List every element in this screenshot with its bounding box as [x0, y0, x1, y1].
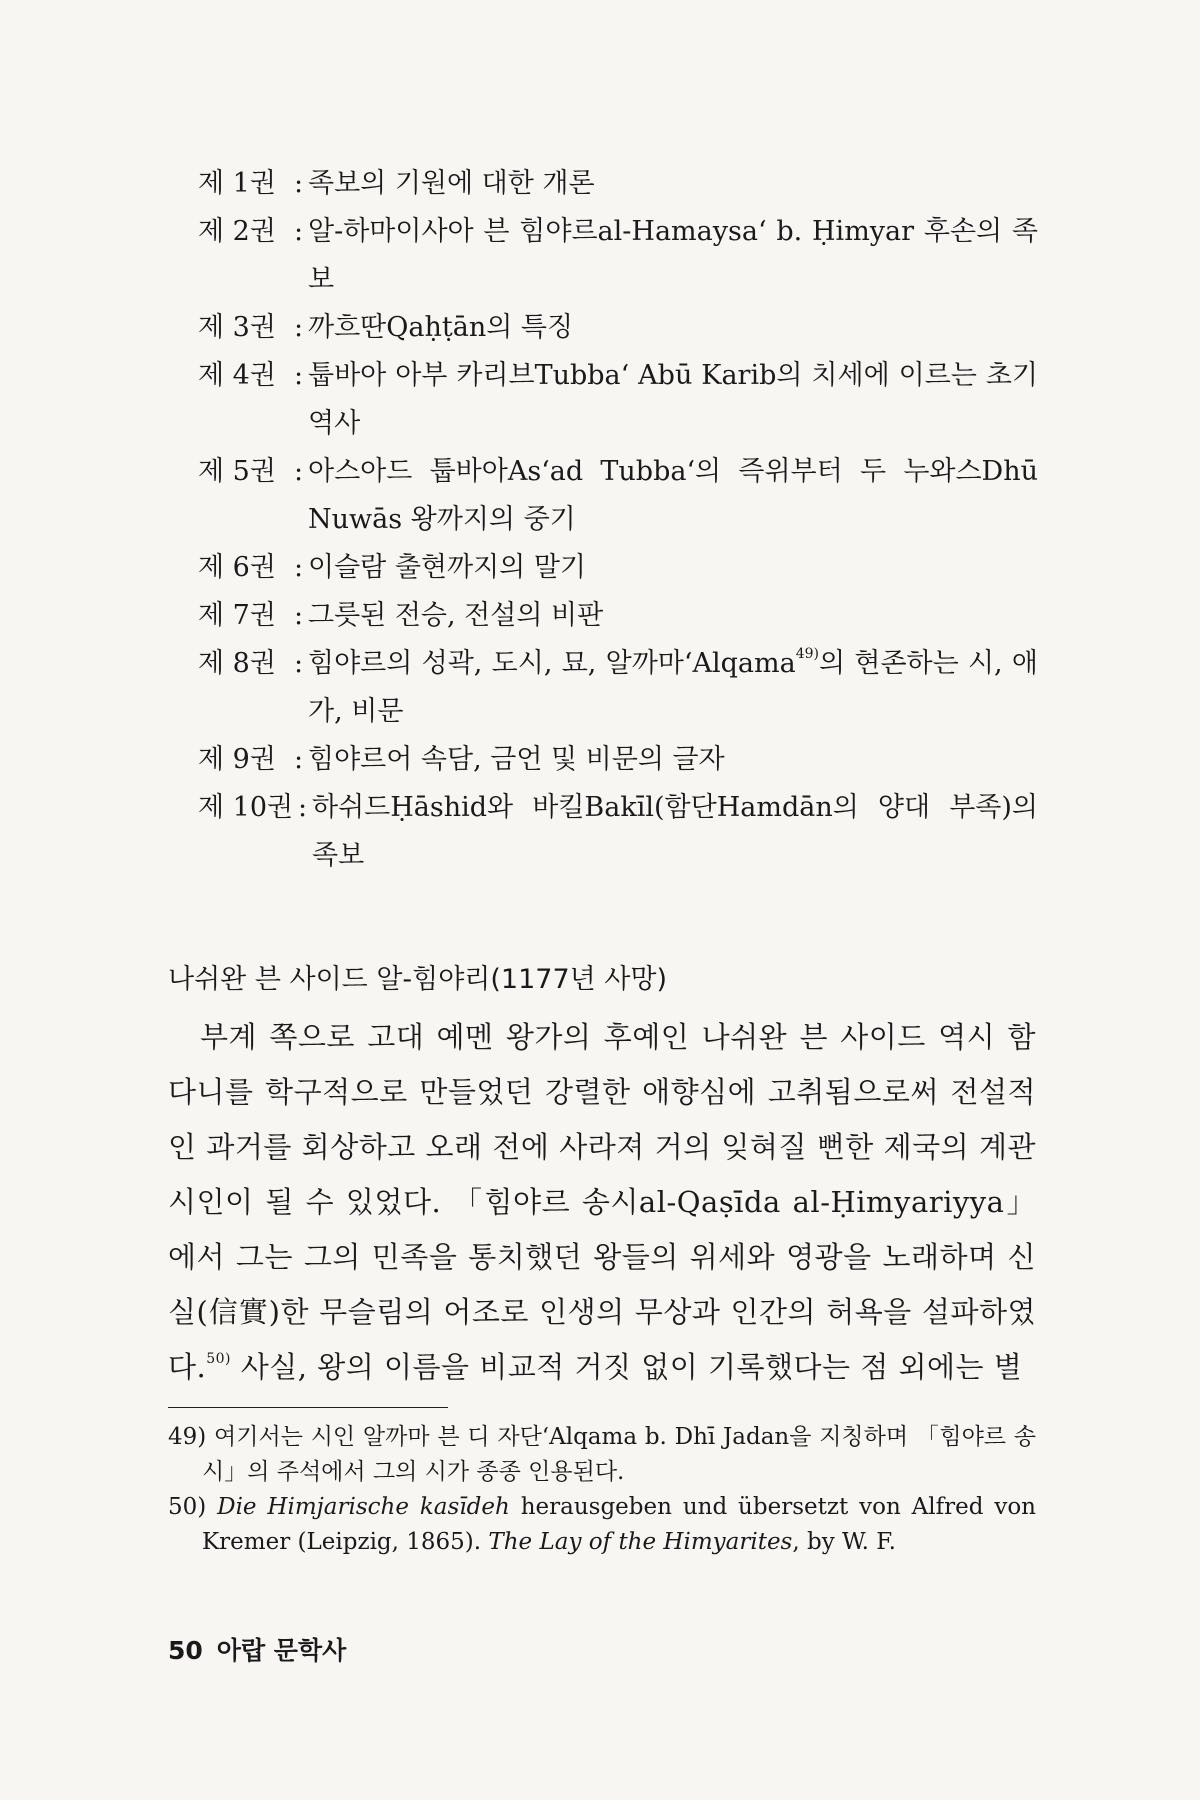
colon: :	[294, 312, 304, 343]
volume-item	[198, 640, 1038, 736]
footnote-number: 50)	[168, 1494, 207, 1520]
colon: :	[294, 168, 304, 199]
section-heading: 나쉬완 븐 사이드 알-힘야리(1177년 사망)	[168, 964, 668, 995]
page-footer	[168, 1633, 346, 1669]
colon: :	[294, 600, 304, 631]
volume-text: 알-하마이사아 븐 힘야르al-Hamaysa‘ b. Ḥimyar 후손의 족보	[308, 216, 1038, 295]
volume-item	[198, 160, 1038, 208]
footnote-rule	[168, 1407, 448, 1408]
volume-text: 아스아드 툽바아As‘ad Tubba‘의 즉위부터 두 누와스Dhū Nuwās 왕까지의 중기	[308, 456, 1038, 535]
colon: :	[294, 216, 304, 247]
footnote-text: , by W. F.	[792, 1529, 896, 1555]
volume-label: 제 10권	[198, 792, 294, 823]
footnote-ref-49: 49)	[795, 646, 819, 662]
colon: :	[294, 744, 304, 775]
footnote-text: herausgeben und übersetzt von Alfred von Kremer (Leipzig, 1865).	[202, 1494, 1036, 1555]
volume-text: 힘야르어 속담, 금언 및 비문의 글자	[308, 744, 725, 775]
volume-text	[308, 640, 1038, 736]
volume-item	[198, 544, 1038, 592]
colon: :	[294, 456, 304, 487]
colon: :	[298, 792, 308, 823]
volume-item	[198, 208, 1038, 304]
volume-text: 족보의 기원에 대한 개론	[308, 168, 595, 199]
volume-label: 제 7권	[198, 600, 276, 631]
volume-text-part: 힘야르의 성곽, 도시, 묘, 알까마‘Alqama	[308, 648, 796, 679]
footnotes	[168, 1420, 1036, 1560]
footnote-number: 49)	[168, 1424, 207, 1450]
footnote-title: The Lay of the Himyarites	[488, 1529, 793, 1555]
body-text: 부계 쪽으로 고대 예멘 왕가의 후예인 나쉬완 븐 사이드 역시 함다니를 학구적으로 만들었던 강렬한 애향심에 고취됨으로써 전설적인 과거를 회상하고 오래 전에 사라져 거의 잊혀질 뻔한 제국의 계관시인이 될 수 있었다. 「힘야르 송시al-Qaṣīda al-Ḥimyariyya」에서 그는 그의 민족을 통치했던 왕들의 위세와 영광을 노래하며 신실(信實)한 무슬림의 어조로 인생의 무상과 인간의 허욕을 설파하였다.	[168, 1020, 1036, 1384]
running-title: 아랍 문학사	[216, 1636, 347, 1665]
colon: :	[294, 648, 304, 679]
volume-item	[198, 304, 1038, 352]
volume-label: 제 5권	[198, 456, 276, 487]
volume-label: 제 2권	[198, 216, 276, 247]
volume-text: 이슬람 출현까지의 말기	[308, 552, 586, 583]
volume-list	[198, 160, 1038, 880]
footnote-title: Die Himjarische kasīdeh	[217, 1494, 510, 1520]
volume-label: 제 1권	[198, 168, 276, 199]
volume-item	[198, 448, 1038, 544]
volume-text: 그릇된 전승, 전설의 비판	[308, 600, 604, 631]
volume-item	[198, 352, 1038, 448]
volume-label: 제 4권	[198, 360, 276, 391]
colon: :	[294, 552, 304, 583]
body-text-continued: 사실, 왕의 이름을 비교적 거짓 없이 기록했다는 점 외에는 별	[231, 1350, 1023, 1384]
colon: :	[294, 360, 304, 391]
footnote-49	[168, 1420, 1036, 1490]
volume-label: 제 6권	[198, 552, 276, 583]
footnote-ref-50: 50)	[206, 1351, 232, 1367]
footnote-text: 여기서는 시인 알까마 븐 디 자단‘Alqama b. Dhī Jadan을 지칭하며 「힘야르 송시」의 주석에서 그의 시가 종종 인용된다.	[202, 1424, 1037, 1485]
volume-item	[198, 736, 1038, 784]
volume-item	[198, 784, 1038, 880]
volume-text-part: 의 현존하는 시, 애가, 비문	[308, 648, 1039, 727]
volume-text: 하쉬드Ḥāshid와 바킬Bakīl(함단Hamdān의 양대 부족)의 족보	[312, 792, 1038, 871]
footnote-50	[168, 1490, 1036, 1560]
page-number: 50	[168, 1636, 203, 1665]
volume-item	[198, 592, 1038, 640]
volume-text: 툽바아 아부 카리브Tubba‘ Abū Karib의 치세에 이르는 초기 역사	[308, 360, 1038, 439]
volume-label: 제 9권	[198, 744, 276, 775]
volume-label: 제 8권	[198, 648, 276, 679]
volume-text: 까흐딴Qaḥṭān의 특징	[308, 312, 574, 343]
volume-label: 제 3권	[198, 312, 276, 343]
body-paragraph	[168, 1010, 1036, 1395]
